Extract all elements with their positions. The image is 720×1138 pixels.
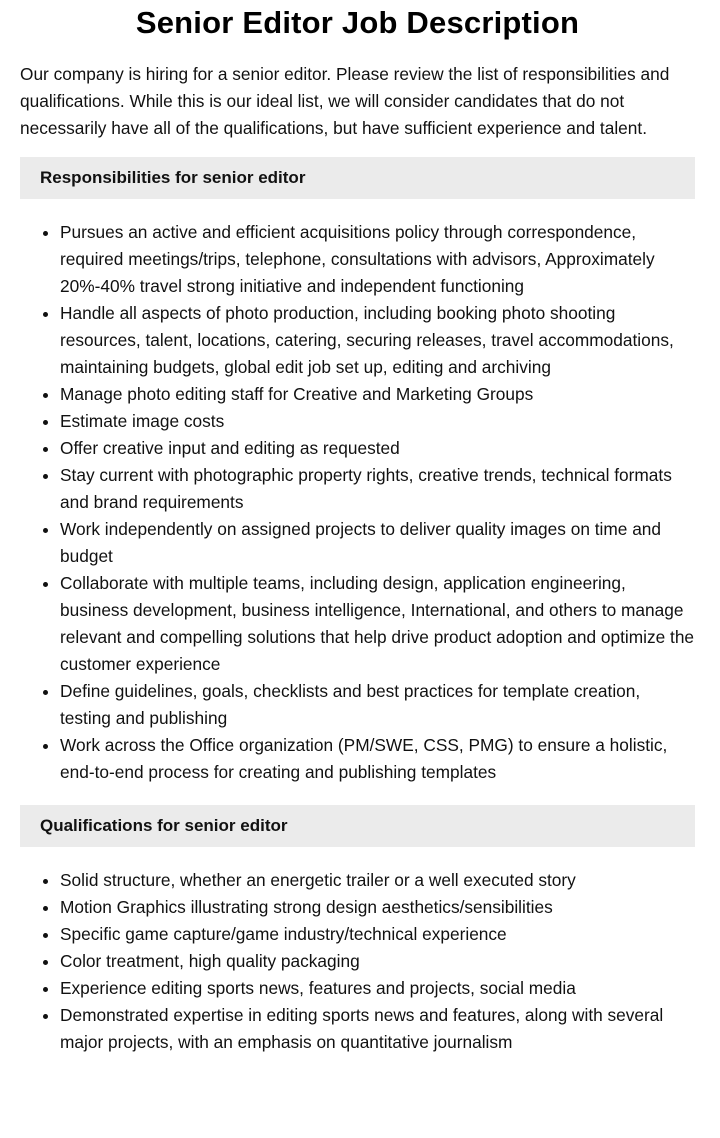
list-item: • Manage photo editing staff for Creative and Marketing Groups — [60, 381, 695, 408]
responsibilities-heading: Responsibilities for senior editor — [20, 157, 695, 199]
list-item: • Define guidelines, goals, checklists and best practices for template creation, testing and publishing — [60, 678, 695, 732]
list-item: • Experience editing sports news, features and projects, social media — [60, 975, 695, 1002]
responsibilities-list — [20, 219, 695, 786]
list-item: • Estimate image costs — [60, 408, 695, 435]
list-item: • Offer creative input and editing as requested — [60, 435, 695, 462]
list-item: • Collaborate with multiple teams, including design, application engineering, business development, business intelligence, International, and others to manage relevant and compelling solutions that help drive product adoption and optimize the customer experience — [60, 570, 695, 678]
qualifications-list — [20, 867, 695, 1056]
intro-paragraph: Our company is hiring for a senior editor. Please review the list of responsibilities and qualifications. While this is our ideal list, we will consider candidates that do not necessarily have all of the qualifications, but have sufficient experience and talent. — [20, 64, 670, 138]
list-item: • Stay current with photographic property rights, creative trends, technical formats and brand requirements — [60, 462, 695, 516]
list-item: • Handle all aspects of photo production, including booking photo shooting resources, talent, locations, catering, securing releases, travel accommodations, maintaining budgets, global edit job set up, editing and archiving — [60, 300, 695, 381]
list-item: • Color treatment, high quality packaging — [60, 948, 695, 975]
list-item: • Pursues an active and efficient acquisitions policy through correspondence, required meetings/trips, telephone, consultations with advisors, Approximately 20%-40% travel strong initiative and independent functioning — [60, 219, 695, 300]
list-item: • Solid structure, whether an energetic trailer or a well executed story — [60, 867, 695, 894]
list-item: • Specific game capture/game industry/technical experience — [60, 921, 695, 948]
list-item: • Work independently on assigned projects to deliver quality images on time and budget — [60, 516, 695, 570]
list-item: • Work across the Office organization (PM/SWE, CSS, PMG) to ensure a holistic, end-to-end process for creating and publishing templates — [60, 732, 695, 786]
list-item: • Demonstrated expertise in editing sports news and features, along with several major projects, with an emphasis on quantitative journalism — [60, 1002, 695, 1056]
qualifications-heading: Qualifications for senior editor — [20, 805, 695, 847]
list-item: • Motion Graphics illustrating strong design aesthetics/sensibilities — [60, 894, 695, 921]
page-title: Senior Editor Job Description — [135, 5, 580, 40]
